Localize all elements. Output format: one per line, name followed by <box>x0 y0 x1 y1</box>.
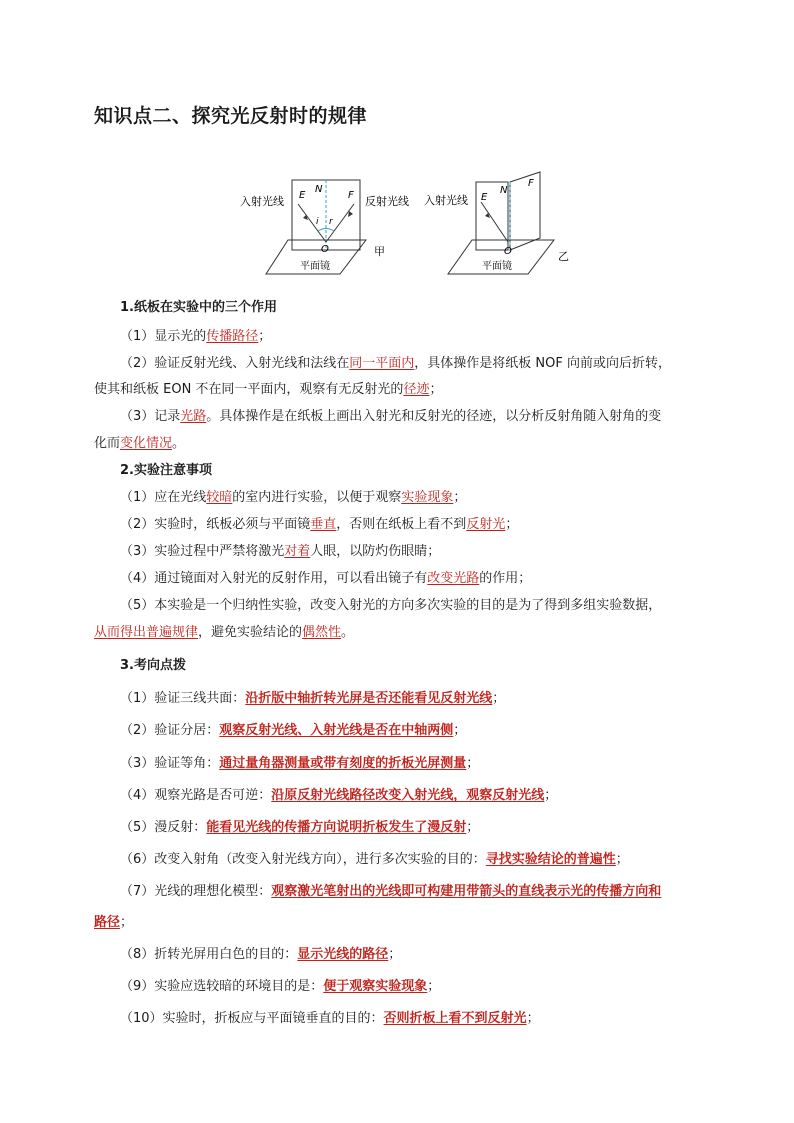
text: ； <box>258 329 272 344</box>
answer: 改变光路 <box>427 571 480 586</box>
s3-item-1 <box>94 690 740 708</box>
label-f-right: F <box>528 178 534 189</box>
s1-item-3-cont <box>94 435 714 453</box>
answer: 径迹 <box>403 382 430 397</box>
text: 。 <box>341 625 355 640</box>
text: （5）本实验是一个归纳性实验，改变入射光的方向多次实验的目的是为了得到多组实验数据， <box>120 598 662 613</box>
answer: 实验现象 <box>401 490 454 505</box>
text: ； <box>388 947 402 962</box>
text: ； <box>453 490 467 505</box>
text: ； <box>492 691 506 706</box>
label-yi: 乙 <box>558 250 569 263</box>
s3-item-3 <box>94 755 740 773</box>
text: ； <box>505 517 519 532</box>
label-e-right: E <box>481 192 488 203</box>
s3-item-7-cont <box>94 914 714 932</box>
section-2-heading: 2.实验注意事项 <box>120 463 212 478</box>
answer: 变化情况 <box>120 436 173 451</box>
s2-item-5-cont <box>94 624 714 642</box>
text: （2）验证反射光线、入射光线和法线在 <box>120 356 350 371</box>
s3-item-7 <box>94 883 740 901</box>
text: ，否则在纸板上看不到 <box>336 517 467 532</box>
setup-jia <box>240 180 409 274</box>
text: （8）折转光屏用白色的目的： <box>120 947 298 962</box>
label-jia: 甲 <box>374 245 385 258</box>
answer: 路径 <box>94 915 121 930</box>
text: ； <box>466 756 480 771</box>
s2-item-4 <box>94 570 740 588</box>
text: ； <box>120 915 134 930</box>
text: （4）通过镜面对入射光的反射作用，可以看出镜子有 <box>120 571 428 586</box>
text: 化而 <box>94 436 121 451</box>
answer: 反射光 <box>466 517 506 532</box>
text: 。具体操作是在纸板上画出入射光和反射光的径迹，以分析反射角随入射角的变 <box>206 409 662 424</box>
text: （7）光线的理想化模型： <box>120 884 272 899</box>
answer: 对着 <box>284 544 311 559</box>
text: ，具体操作是将纸板 NOF 向前或向后折转， <box>414 356 671 371</box>
label-e-left: E <box>299 190 306 201</box>
text: （3）实验过程中严禁将激光 <box>120 544 285 559</box>
s2-item-1 <box>94 489 740 507</box>
s1-item-2 <box>94 355 740 373</box>
text: ； <box>526 1011 540 1026</box>
label-n-right: N <box>500 185 508 196</box>
answer: 沿折版中轴折转光屏是否还能看见反射光线 <box>245 691 493 706</box>
text: （3）记录 <box>120 409 181 424</box>
text: （6）改变入射角（改变入射光线方向），进行多次实验的目的： <box>120 852 486 867</box>
text: ； <box>453 723 467 738</box>
label-reflected: 反射光线 <box>365 195 409 208</box>
text: （4）观察光路是否可逆： <box>120 788 272 803</box>
answer: 传播路径 <box>206 329 259 344</box>
s3-item-4 <box>94 787 740 805</box>
s2-item-5 <box>94 597 740 615</box>
text: ； <box>427 979 441 994</box>
text: ； <box>615 852 629 867</box>
text: 。 <box>172 436 186 451</box>
s1-item-1 <box>94 328 740 346</box>
answer: 显示光线的路径 <box>297 947 389 962</box>
s2-item-3 <box>94 543 740 561</box>
label-mirror-left: 平面镜 <box>300 261 330 272</box>
text: 人眼，以防灼伤眼睛； <box>310 544 441 559</box>
s1-item-3 <box>94 408 740 426</box>
text: （3）验证等角： <box>120 756 220 771</box>
setup-yi <box>424 172 569 274</box>
label-incident-left: 入射光线 <box>240 195 284 208</box>
answer: 否则折板上看不到反射光 <box>383 1011 527 1026</box>
text: ； <box>544 788 558 803</box>
text: 的作用； <box>479 571 532 586</box>
text: 使其和纸板 EON 不在同一平面内，观察有无反射光的 <box>94 382 404 397</box>
label-f-left: F <box>348 190 354 201</box>
label-incident-right: 入射光线 <box>424 194 468 207</box>
answer: 观察激光笔射出的光线即可构建用带箭头的直线表示光的传播方向和 <box>271 884 662 899</box>
answer: 观察反射光线、入射光线是否在中轴两侧 <box>219 723 454 738</box>
answer: 偶然性 <box>302 625 342 640</box>
text: （10）实验时，折板应与平面镜垂直的目的： <box>120 1011 384 1026</box>
label-r: r <box>329 217 333 227</box>
experiment-figure <box>236 168 586 280</box>
s3-item-6 <box>94 851 740 869</box>
s1-item-2-cont <box>94 381 714 399</box>
s2-item-2 <box>94 516 740 534</box>
text: （1）显示光的 <box>120 329 207 344</box>
answer: 沿原反射光线路径改变入射光线，观察反射光线 <box>271 788 545 803</box>
text: ，避免实验结论的 <box>198 625 303 640</box>
page-title: 知识点二、探究光反射时的规律 <box>94 105 368 127</box>
text: （1）应在光线 <box>120 490 207 505</box>
text: （1）验证三线共面： <box>120 691 246 706</box>
s3-item-9 <box>94 978 740 996</box>
answer: 从而得出普遍规律 <box>94 625 199 640</box>
label-o-left: O <box>321 244 329 255</box>
answer: 便于观察实验现象 <box>323 979 428 994</box>
section-1-heading: 1.纸板在实验中的三个作用 <box>120 300 277 315</box>
s3-item-5 <box>94 819 740 837</box>
answer: 能看见光线的传播方向说明折板发生了漫反射 <box>206 820 467 835</box>
answer: 较暗 <box>206 490 233 505</box>
text: ； <box>429 382 443 397</box>
s3-item-2 <box>94 722 740 740</box>
answer: 寻找实验结论的普遍性 <box>485 852 616 867</box>
answer: 光路 <box>180 409 207 424</box>
answer: 同一平面内 <box>349 356 415 371</box>
answer: 垂直 <box>310 517 337 532</box>
label-i: i <box>316 217 319 227</box>
answer: 通过量角器测量或带有刻度的折板光屏测量 <box>219 756 467 771</box>
text: （2）实验时，纸板必须与平面镜 <box>120 517 311 532</box>
text: ； <box>466 820 480 835</box>
s3-item-8 <box>94 946 740 964</box>
text: （2）验证分居： <box>120 723 220 738</box>
label-o-right: O <box>504 246 512 257</box>
label-mirror-right: 平面镜 <box>482 261 512 272</box>
text: 的室内进行实验，以便于观察 <box>232 490 402 505</box>
s3-item-10 <box>94 1010 740 1028</box>
text: （9）实验应选较暗的环境目的是： <box>120 979 324 994</box>
label-n-left: N <box>315 184 323 195</box>
section-3-heading: 3.考向点拨 <box>120 658 186 673</box>
text: （5）漫反射： <box>120 820 207 835</box>
